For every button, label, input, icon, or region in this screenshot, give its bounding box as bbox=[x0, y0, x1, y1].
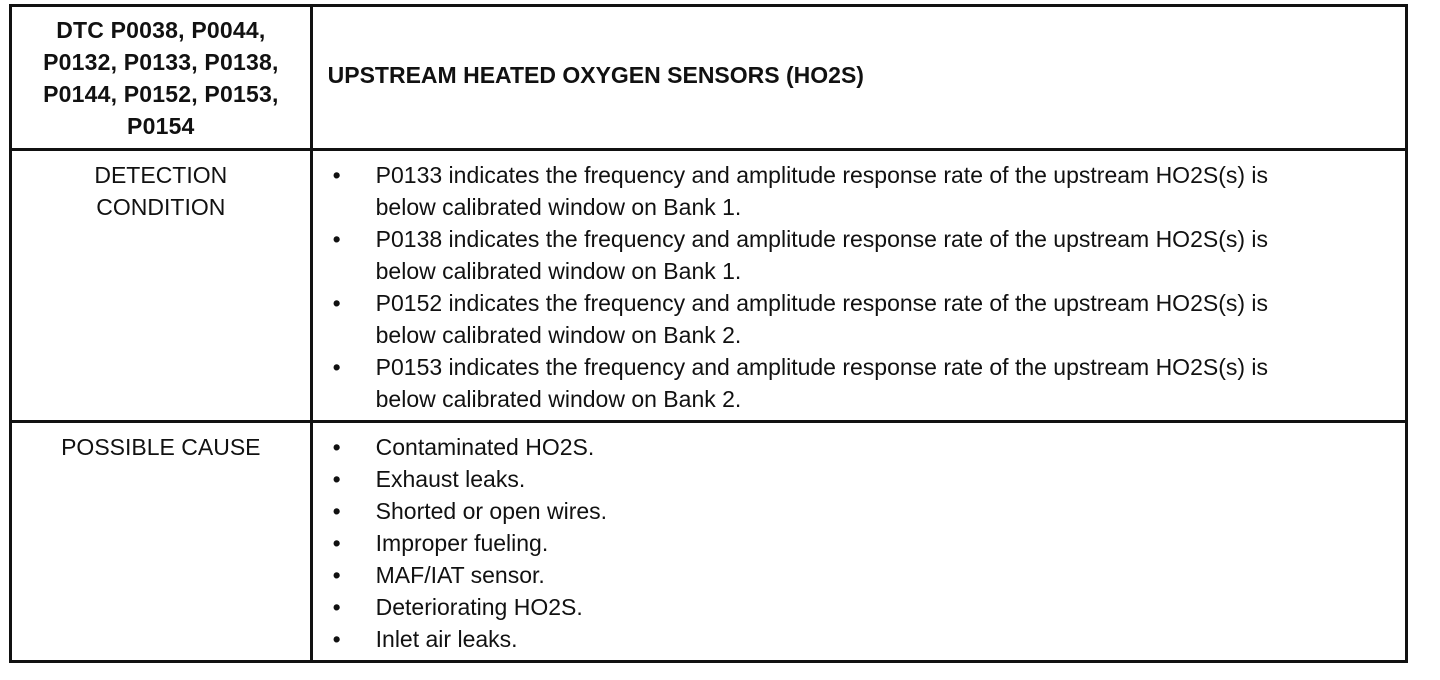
list-item-text: Shorted or open wires. bbox=[375, 498, 608, 524]
list-item-text: Deteriorating HO2S. bbox=[375, 594, 583, 620]
list-item bbox=[313, 431, 1405, 463]
list-item bbox=[313, 223, 1405, 287]
bullet-icon: • bbox=[332, 162, 341, 188]
list-item bbox=[313, 463, 1405, 495]
bullet-icon: • bbox=[332, 626, 341, 652]
list-item-text: P0138 indicates the frequency and amplitude response rate of the upstream HO2S(s) is below calibrated window on Bank 1. bbox=[375, 226, 1269, 284]
bullet-icon: • bbox=[332, 498, 341, 524]
bullet-icon: • bbox=[332, 354, 341, 380]
bullet-icon: • bbox=[332, 562, 341, 588]
list-item-text: P0152 indicates the frequency and amplitude response rate of the upstream HO2S(s) is below calibrated window on Bank 2. bbox=[375, 290, 1269, 348]
dtc-codes-cell bbox=[11, 6, 312, 150]
dtc-codes: DTC P0038, P0044, P0132, P0133, P0138, P0144, P0152, P0153, P0154 bbox=[43, 16, 279, 139]
bullet-icon: • bbox=[332, 290, 341, 316]
list-item-text: Improper fueling. bbox=[375, 530, 549, 556]
dtc-table bbox=[9, 4, 1408, 663]
list-item-text: P0133 indicates the frequency and amplitude response rate of the upstream HO2S(s) is below calibrated window on Bank 1. bbox=[375, 162, 1269, 220]
bullet-icon: • bbox=[332, 434, 341, 460]
list-item-text: Contaminated HO2S. bbox=[375, 434, 595, 460]
detection-label: DETECTION CONDITION bbox=[94, 162, 228, 220]
possible-cause-list bbox=[313, 423, 1405, 655]
table-title: UPSTREAM HEATED OXYGEN SENSORS (HO2S) bbox=[327, 62, 864, 88]
list-item bbox=[313, 351, 1405, 415]
possible-cause-row bbox=[11, 422, 1407, 662]
list-item bbox=[313, 287, 1405, 351]
list-item bbox=[313, 159, 1405, 223]
list-item bbox=[313, 527, 1405, 559]
detection-label-cell bbox=[11, 150, 312, 422]
possible-cause-label-cell bbox=[11, 422, 312, 662]
list-item bbox=[313, 623, 1405, 655]
table-title-cell bbox=[311, 6, 1406, 150]
list-item-text: Inlet air leaks. bbox=[375, 626, 518, 652]
list-item-text: Exhaust leaks. bbox=[375, 466, 526, 492]
bullet-icon: • bbox=[332, 466, 341, 492]
bullet-icon: • bbox=[332, 226, 341, 252]
possible-cause-items-cell bbox=[311, 422, 1406, 662]
possible-cause-label: POSSIBLE CAUSE bbox=[61, 434, 261, 460]
list-item bbox=[313, 591, 1405, 623]
detection-items-cell bbox=[311, 150, 1406, 422]
header-row bbox=[11, 6, 1407, 150]
list-item-text: MAF/IAT sensor. bbox=[375, 562, 545, 588]
bullet-icon: • bbox=[332, 530, 341, 556]
detection-row bbox=[11, 150, 1407, 422]
list-item bbox=[313, 559, 1405, 591]
detection-list bbox=[313, 151, 1405, 415]
list-item bbox=[313, 495, 1405, 527]
list-item-text: P0153 indicates the frequency and amplitude response rate of the upstream HO2S(s) is below calibrated window on Bank 2. bbox=[375, 354, 1269, 412]
bullet-icon: • bbox=[332, 594, 341, 620]
